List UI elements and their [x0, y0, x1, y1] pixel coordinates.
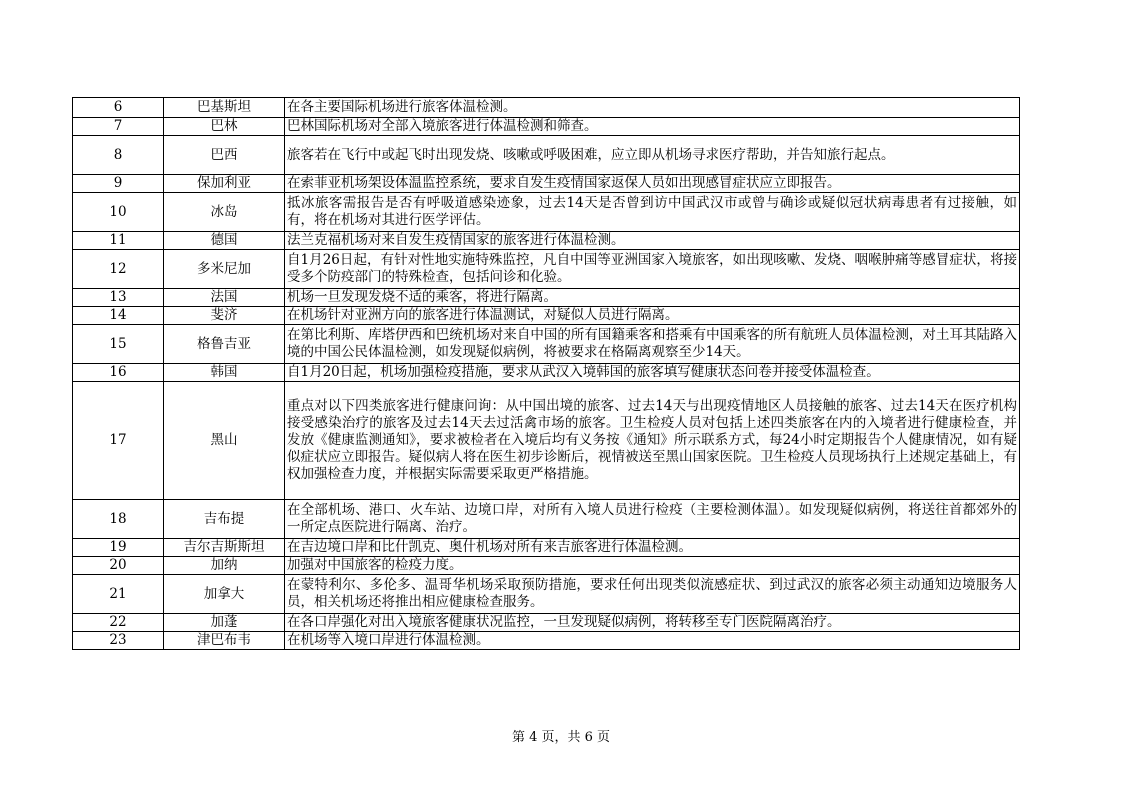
measure-text: 重点对以下四类旅客进行健康问询：从中国出境的旅客、过去14天与出现疫情地区人员接触的旅客、过去14天在医疗机构接受感染治疗的旅客及过去14天去过活禽市场的旅客。卫生检疫人员对包括上述四类旅客在内的入境者进行健康检查，并发放《健康监测通知》，要求被检者在入境后均有义务按《通知》所示联系方式，每24小时定期报告个人健康情况，如有疑似症状应立即报告。疑似病人将在医生初步诊断后，视情被送至黑山国家医院。卫生检疫人员现场执行上述规定基础上，有权加强检查力度，并根据实际需要采取更严格措施。 — [285, 382, 1020, 500]
row-number: 11 — [73, 232, 164, 250]
table-row — [73, 364, 1020, 382]
row-number: 7 — [73, 118, 164, 136]
table-row — [73, 307, 1020, 325]
row-number: 23 — [73, 632, 164, 650]
country-name: 巴基斯坦 — [164, 98, 285, 118]
measure-text: 在各主要国际机场进行旅客体温检测。 — [285, 98, 1020, 118]
measure-text: 巴林国际机场对全部入境旅客进行体温检测和筛查。 — [285, 118, 1020, 136]
country-name: 巴西 — [164, 136, 285, 175]
measure-text: 自1月26日起，有针对性地实施特殊监控，凡自中国等亚洲国家入境旅客，如出现咳嗽、发烧、咽喉肿痛等感冒症状，将接受多个防疫部门的特殊检查，包括问诊和化验。 — [285, 250, 1020, 289]
row-number: 15 — [73, 325, 164, 364]
table-row — [73, 382, 1020, 500]
country-name: 法国 — [164, 289, 285, 307]
table-row — [73, 614, 1020, 632]
country-name: 多米尼加 — [164, 250, 285, 289]
measure-text: 在吉边境口岸和比什凯克、奥什机场对所有来吉旅客进行体温检测。 — [285, 539, 1020, 557]
country-name: 加拿大 — [164, 575, 285, 614]
measure-text: 法兰克福机场对来自发生疫情国家的旅客进行体温检测。 — [285, 232, 1020, 250]
page-footer: 第 4 页，共 6 页 — [511, 730, 611, 745]
measure-text: 抵冰旅客需报告是否有呼吸道感染迹象，过去14天是否曾到访中国武汉市或曾与确诊或疑似冠状病毒患者有过接触，如有，将在机场对其进行医学评估。 — [285, 193, 1020, 232]
table-row — [73, 232, 1020, 250]
table-row — [73, 98, 1020, 118]
row-number: 10 — [73, 193, 164, 232]
row-number: 17 — [73, 382, 164, 500]
measures-table — [72, 97, 1020, 650]
country-name: 保加利亚 — [164, 175, 285, 193]
row-number: 13 — [73, 289, 164, 307]
row-number: 18 — [73, 500, 164, 539]
row-number: 14 — [73, 307, 164, 325]
measure-text: 机场一旦发现发烧不适的乘客，将进行隔离。 — [285, 289, 1020, 307]
table-row — [73, 118, 1020, 136]
country-name: 冰岛 — [164, 193, 285, 232]
table-row — [73, 289, 1020, 307]
table-row — [73, 557, 1020, 575]
table-row — [73, 325, 1020, 364]
measure-text: 在机场针对亚洲方向的旅客进行体温测试，对疑似人员进行隔离。 — [285, 307, 1020, 325]
table-row — [73, 193, 1020, 232]
country-name: 巴林 — [164, 118, 285, 136]
measure-text: 在索菲亚机场架设体温监控系统，要求自发生疫情国家返保人员如出现感冒症状应立即报告。 — [285, 175, 1020, 193]
country-name: 德国 — [164, 232, 285, 250]
measure-text: 在蒙特利尔、多伦多、温哥华机场采取预防措施，要求任何出现类似流感症状、到过武汉的旅客必须主动通知边境服务人员，相关机场还将推出相应健康检查服务。 — [285, 575, 1020, 614]
row-number: 16 — [73, 364, 164, 382]
country-name: 加纳 — [164, 557, 285, 575]
country-name: 格鲁吉亚 — [164, 325, 285, 364]
country-name: 吉尔吉斯斯坦 — [164, 539, 285, 557]
table-row — [73, 136, 1020, 175]
measure-text: 在各口岸强化对出入境旅客健康状况监控，一旦发现疑似病例，将转移至专门医院隔离治疗。 — [285, 614, 1020, 632]
measure-text: 自1月20日起，机场加强检疫措施，要求从武汉入境韩国的旅客填写健康状态问卷并接受体温检查。 — [285, 364, 1020, 382]
row-number: 12 — [73, 250, 164, 289]
country-name: 韩国 — [164, 364, 285, 382]
measure-text: 在全部机场、港口、火车站、边境口岸，对所有入境人员进行检疫（主要检测体温）。如发现疑似病例，将送往首都郊外的一所定点医院进行隔离、治疗。 — [285, 500, 1020, 539]
measure-text: 旅客若在飞行中或起飞时出现发烧、咳嗽或呼吸困难，应立即从机场寻求医疗帮助，并告知旅行起点。 — [285, 136, 1020, 175]
country-name: 吉布提 — [164, 500, 285, 539]
row-number: 22 — [73, 614, 164, 632]
country-name: 加蓬 — [164, 614, 285, 632]
row-number: 6 — [73, 98, 164, 118]
row-number: 9 — [73, 175, 164, 193]
row-number: 8 — [73, 136, 164, 175]
table-row — [73, 250, 1020, 289]
table-row — [73, 575, 1020, 614]
table-row — [73, 539, 1020, 557]
country-name: 黑山 — [164, 382, 285, 500]
measure-text: 在机场等入境口岸进行体温检测。 — [285, 632, 1020, 650]
row-number: 21 — [73, 575, 164, 614]
table-row — [73, 500, 1020, 539]
country-name: 津巴布韦 — [164, 632, 285, 650]
row-number: 20 — [73, 557, 164, 575]
country-name: 斐济 — [164, 307, 285, 325]
table-row — [73, 632, 1020, 650]
row-number: 19 — [73, 539, 164, 557]
table-row — [73, 175, 1020, 193]
measure-text: 在第比利斯、库塔伊西和巴统机场对来自中国的所有国籍乘客和搭乘有中国乘客的所有航班人员体温检测，对土耳其陆路入境的中国公民体温检测，如发现疑似病例，将被要求在格隔离观察至少14天。 — [285, 325, 1020, 364]
measure-text: 加强对中国旅客的检疫力度。 — [285, 557, 1020, 575]
